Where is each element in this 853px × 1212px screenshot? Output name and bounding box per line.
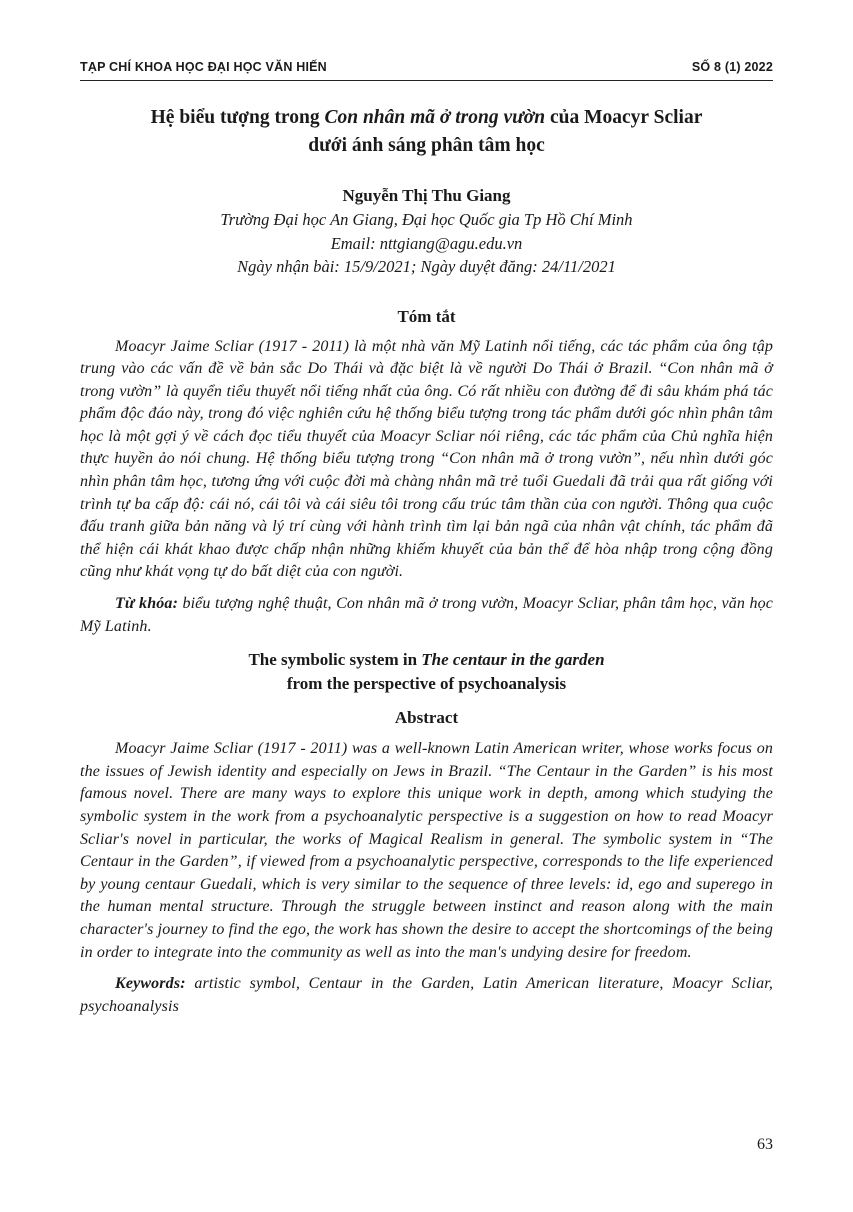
author-email: Email: nttgiang@agu.edu.vn (330, 233, 523, 253)
abstract-en-body: Moacyr Jaime Scliar (1917 - 2011) was a well-known Latin American writer, whose works focus on the issues of Jewish identity and especially on Jews in Brazil. “The Centaur in the Garden” is his most famous novel. There are many ways to explore this unique work in depth, among which studying the symbolic system in the work from a psychoanalytic perspective is a suggestion on how to read Moacyr Scliar's novel in particular, the works of Magical Realism in general. The symbolic system in “The Centaur in the Garden”, if viewed from a psychoanalytic perspective, corresponds to the life experienced by young centaur Guedali, which is very similar to the sequence of three levels: id, ego and superego in the human mental structure. Through the struggle between instinct and reason along with the main character's journey to find the ego, the work has shown the desire to accept the shortcomings of the being in order to integrate into the community as well as into the man's undying desire for freedom. (80, 740, 773, 961)
title-italic-part: Con nhân mã ở trong vườn (324, 107, 546, 128)
title-part: Hệ biểu tượng trong (150, 107, 325, 128)
english-title-part: The symbolic system in (248, 650, 422, 670)
title-line-2: dưới ánh sáng phân tâm học (308, 135, 545, 156)
article-title (80, 104, 773, 160)
running-header (80, 58, 773, 81)
submission-dates: Ngày nhận bài: 15/9/2021; Ngày duyệt đăng: 24/11/2021 (237, 257, 616, 276)
keywords-en (80, 973, 773, 1018)
title-part: của Moacyr Scliar (545, 107, 703, 128)
english-title-line-2: from the perspective of psychoanalysis (286, 674, 567, 694)
page-number: 63 (757, 1136, 773, 1153)
english-title-italic: The centaur in the garden (421, 650, 605, 670)
issue-number: SỐ 8 (1) 2022 (691, 60, 773, 74)
keywords-vi-list: biểu tượng nghệ thuật, Con nhân mã ở trong vườn, Moacyr Scliar, phân tâm học, văn học Mỹ Latinh. (80, 595, 774, 635)
keywords-vi-label: Từ khóa (115, 595, 173, 613)
author-affiliation: Trường Đại học An Giang, Đại học Quốc gia Tp Hồ Chí Minh (220, 210, 633, 229)
abstract-en-heading: Abstract (394, 708, 459, 728)
keywords-en-list: artistic symbol, Centaur in the Garden, Latin American literature, Moacyr Scliar, psychoanalysis (80, 975, 773, 1015)
keywords-vi: Từ khóa: biểu tượng nghệ thuật, Con nhân mã ở trong vườn, Moacyr Scliar, phân tâm học, văn học Mỹ Latinh. (80, 595, 774, 635)
author-name: Nguyễn Thị Thu Giang (342, 186, 511, 205)
abstract-vi-heading: Tóm tắt (397, 306, 456, 326)
english-title (80, 648, 773, 696)
article-front-matter (80, 104, 773, 1018)
abstract-vi-body: Moacyr Jaime Scliar (1917 - 2011) là một nhà văn Mỹ Latinh nổi tiếng, các tác phẩm của ông tập trung vào các vấn đề về bản sắc Do Thái và đặc biệt là về người Do Thái ở Brazil. “Con nhân mã ở trong vườn” là quyển tiểu thuyết nổi tiếng nhất của ông. Có rất nhiều con đường để đi sâu khám phá tác phẩm độc đáo này, trong đó việc nghiên cứu hệ thống biểu tượng trong tác phẩm dưới góc nhìn phân tâm học là một gợi ý về cách đọc tiểu thuyết của Moacyr Scliar nói riêng, các tác phẩm của Chủ nghĩa hiện thực huyền ảo nói chung. Hệ thống biểu tượng trong “Con nhân mã ở trong vườn”, nếu nhìn dưới góc nhìn phân tâm học, tương ứng với cuộc đời mà chàng nhân mã trẻ tuổi Guedali đã trải qua rất giống với trình tự ba cấp độ: cái nó, cái tôi và cái siêu tôi trong cấu trúc tâm thần của con người. Thông qua cuộc đấu tranh giữa bản năng và lý trí cùng với hành trình tìm lại bản ngã của nhân vật chính, tác phẩm đã thể hiện cái khát khao được chấp nhận những khiếm khuyết của bản thể để hòa nhập trong cộng đồng cũng như khát vọng tự do bất diệt của con người. (80, 337, 773, 581)
keywords-en-label: Keywords: (115, 975, 186, 993)
journal-name: TẠP CHÍ KHOA HỌC ĐẠI HỌC VĂN HIẾN (80, 60, 327, 74)
